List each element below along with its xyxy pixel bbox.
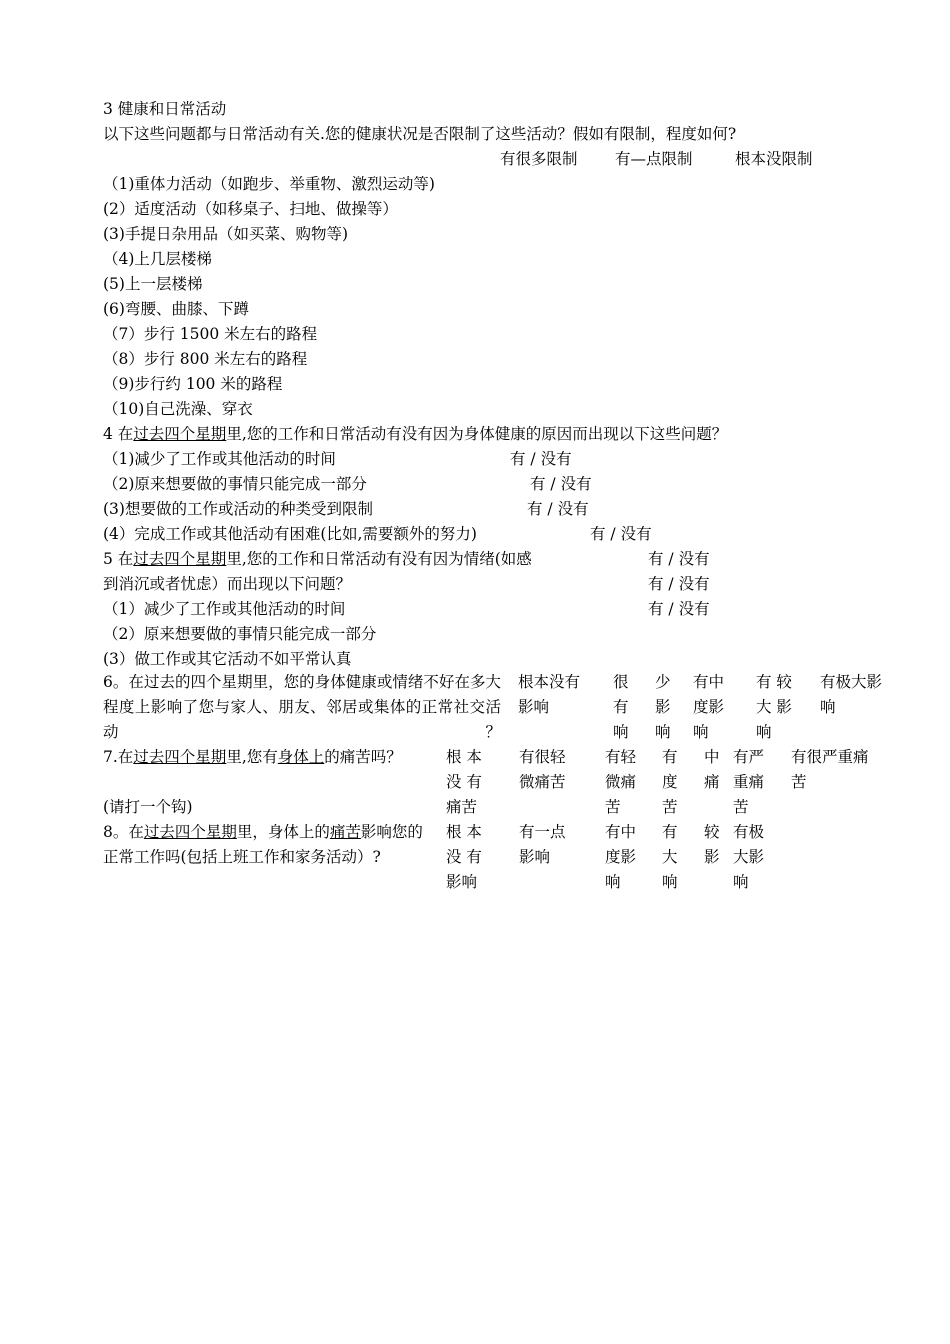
option-very-little[interactable]: 很 有 响: [613, 673, 629, 741]
option-not-at-all[interactable]: 根本没有 影响: [518, 673, 581, 716]
section5-question-cont: 到消沉或者忧虑）而出现以下问题？: [103, 575, 352, 593]
yes-no-option[interactable]: 有 / 没有: [530, 475, 592, 493]
section5-item: （1）减少了工作或其他活动的时间: [103, 600, 346, 618]
option-large-impact[interactable]: 有 大 响: [662, 823, 678, 891]
section3-intro: 以下这些问题都与日常活动有关.您的健康状况是否限制了这些活动？假如有限制，程度如何?: [103, 125, 737, 143]
yes-no-option[interactable]: 有 / 没有: [648, 600, 710, 618]
activity-item: (2）适度活动（如移桌子、扫地、做操等）: [103, 200, 398, 218]
option-very-mild-pain[interactable]: 有很轻 微痛苦: [519, 748, 566, 791]
section4-item: （1)减少了工作或其他活动的时间: [103, 450, 336, 468]
option-very-severe-pain[interactable]: 有很严重痛 苦: [791, 748, 869, 791]
option-moderate-pain-cont[interactable]: 中 痛: [704, 748, 720, 791]
option-slight-impact[interactable]: 有一点 影响: [519, 823, 566, 866]
activity-item: （1)重体力活动（如跑步、举重物、激烈运动等): [103, 175, 435, 193]
section4-question: 4 在过去四个星期里,您的工作和日常活动有没有因为身体健康的原因而出现以下这些问题？: [103, 425, 728, 443]
section4-item: （2)原来想要做的事情只能完成一部分: [103, 475, 367, 493]
activity-item: （8）步行 800 米左右的路程: [103, 350, 308, 368]
section7-options: [446, 745, 911, 820]
section6-question: 6。在过去的四个星期里，您的身体健康或情绪不好在多大程度上影响了您与家人、朋友、邻居或集体的正常社交活动？: [103, 673, 501, 741]
option-header-some: 有—点限制: [615, 150, 693, 168]
section5-item: （2）原来想要做的事情只能完成一部分: [103, 625, 377, 643]
option-severe-pain[interactable]: 有严 重痛 苦: [733, 748, 765, 816]
section6-options: [518, 670, 910, 745]
section7-question: 7.在过去四个星期里,您有身体上的痛苦吗？: [103, 748, 402, 766]
activity-item: (5)上一层楼梯: [103, 275, 203, 293]
option-header-many: 有很多限制: [500, 150, 578, 168]
option-no-pain[interactable]: 根 本 没 有 痛苦: [446, 748, 482, 816]
section5-item: (3）做工作或其它活动不如平常认真: [103, 650, 352, 668]
section4-item: (3)想要做的工作或活动的种类受到限制: [103, 500, 373, 518]
option-moderate[interactable]: 有中 度影 响: [693, 673, 725, 741]
yes-no-option[interactable]: 有 / 没有: [648, 575, 710, 593]
activity-item: (6)弯腰、曲膝、下蹲: [103, 300, 249, 318]
option-quite-a-bit[interactable]: 有 较 大 影 响: [756, 673, 792, 741]
section8-question: 8。在过去四个星期里，身体上的痛苦影响您的正常工作吗(包括上班工作和家务活动）?: [103, 823, 423, 866]
option-large-impact-cont[interactable]: 较 影: [704, 823, 720, 866]
section5-question: 5 在过去四个星期里,您的工作和日常活动有没有因为情绪(如感: [103, 550, 532, 568]
activity-item: (3)手提日杂用品（如买菜、购物等): [103, 225, 349, 243]
yes-no-option[interactable]: 有 / 没有: [510, 450, 572, 468]
option-extremely[interactable]: 有极大影 响: [820, 673, 883, 716]
option-header-none: 根本没限制: [735, 150, 813, 168]
option-moderate-impact[interactable]: 有中 度影 响: [605, 823, 637, 891]
option-moderate-pain[interactable]: 有 度 苦: [662, 748, 678, 816]
section7-note: (请打一个钩): [103, 798, 193, 816]
activity-item: （7）步行 1500 米左右的路程: [103, 325, 318, 343]
section4-item: (4）完成工作或其他活动有困难(比如,需要额外的努力): [103, 525, 477, 543]
section8-options: [446, 820, 813, 895]
option-mild-pain[interactable]: 有轻 微痛 苦: [605, 748, 637, 816]
activity-item: （4)上几层楼梯: [103, 250, 212, 268]
yes-no-option[interactable]: 有 / 没有: [527, 500, 589, 518]
option-little[interactable]: 少 影 响: [655, 673, 671, 741]
activity-item: （10)自己洗澡、穿衣: [103, 400, 253, 418]
yes-no-option[interactable]: 有 / 没有: [590, 525, 652, 543]
yes-no-option[interactable]: 有 / 没有: [648, 550, 710, 568]
option-no-impact[interactable]: 根 本 没 有 影响: [446, 823, 482, 891]
section3-title: 3 健康和日常活动: [103, 100, 227, 118]
option-extreme-impact[interactable]: 有极 大影 响: [733, 823, 765, 891]
activity-item: （9)步行约 100 米的路程: [103, 375, 283, 393]
